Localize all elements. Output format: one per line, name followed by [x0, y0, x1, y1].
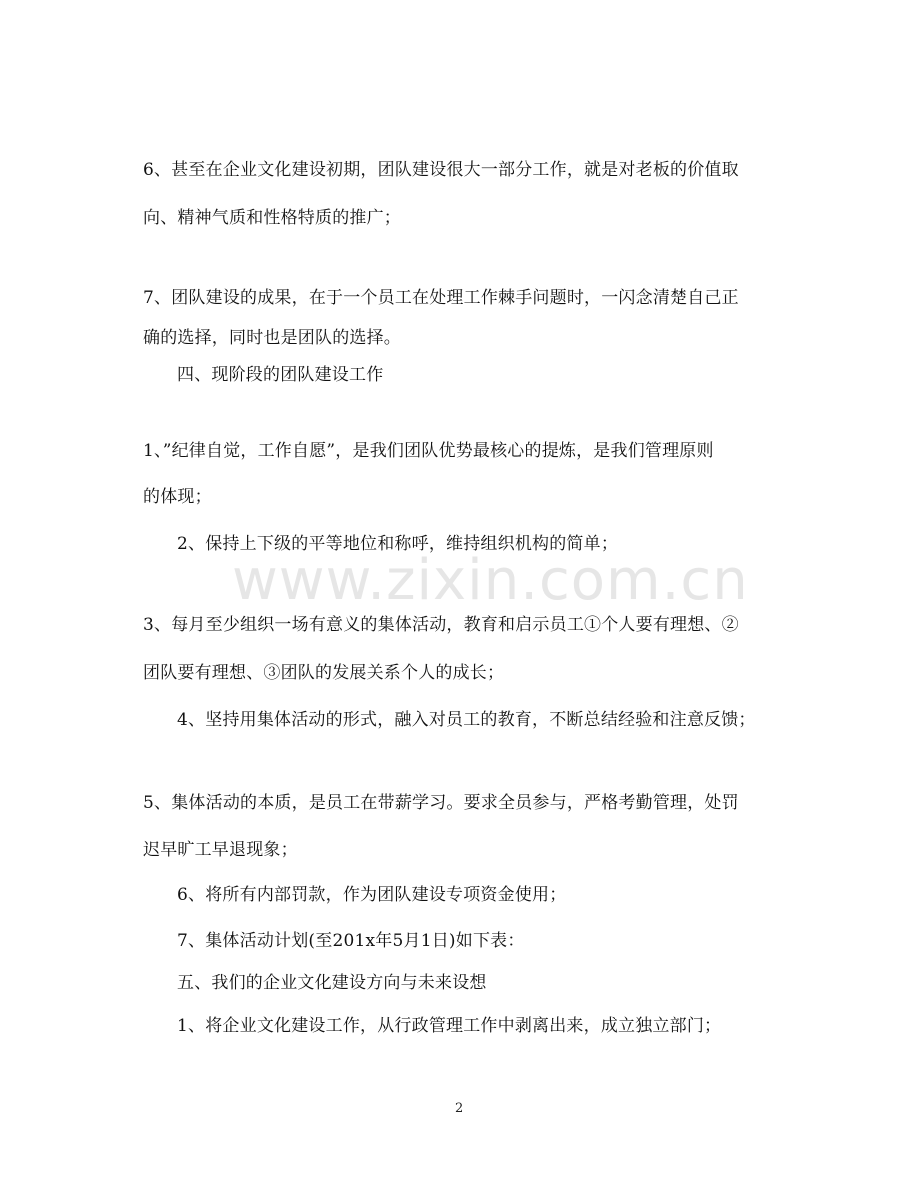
paragraph-line: 7、团队建设的成果，在于一个员工在处理工作棘手问题时，一闪念清楚自己正 — [143, 288, 739, 308]
paragraph-line: 5、集体活动的本质，是员工在带薪学习。要求全员参与，严格考勤管理，处罚 — [143, 793, 739, 813]
paragraph-line: 向、精神气质和性格特质的推广； — [143, 208, 401, 228]
section-heading: 五、我们的企业文化建设方向与未来设想 — [177, 973, 487, 993]
paragraph-line: 团队要有理想、③团队的发展关系个人的成长； — [143, 663, 505, 683]
paragraph-line: 的体现； — [143, 487, 212, 507]
paragraph-line: 6、将所有内部罚款，作为团队建设专项资金使用； — [177, 885, 567, 905]
paragraph-line: 7、集体活动计划(至201x年5月1日)如下表： — [177, 931, 525, 951]
watermark: www.zixin.com.cn — [232, 548, 749, 613]
paragraph-line: 4、坚持用集体活动的形式，融入对员工的教育，不断总结经验和注意反馈； — [177, 710, 756, 730]
paragraph-line: 1、”纪律自觉，工作自愿”，是我们团队优势最核心的提炼，是我们管理原则 — [143, 441, 714, 461]
paragraph-line: 2、保持上下级的平等地位和称呼，维持组织机构的简单； — [177, 534, 619, 554]
paragraph-line: 确的选择，同时也是团队的选择。 — [143, 328, 401, 348]
paragraph-line: 3、每月至少组织一场有意义的集体活动，教育和启示员工①个人要有理想、② — [143, 615, 739, 635]
page-number: 2 — [455, 1101, 464, 1116]
section-heading: 四、现阶段的团队建设工作 — [177, 365, 384, 385]
paragraph-line: 1、将企业文化建设工作，从行政管理工作中剥离出来，成立独立部门； — [177, 1016, 722, 1036]
paragraph-line: 迟早旷工早退现象； — [143, 840, 298, 860]
paragraph-line: 6、甚至在企业文化建设初期，团队建设很大一部分工作，就是对老板的价值取 — [143, 160, 739, 180]
